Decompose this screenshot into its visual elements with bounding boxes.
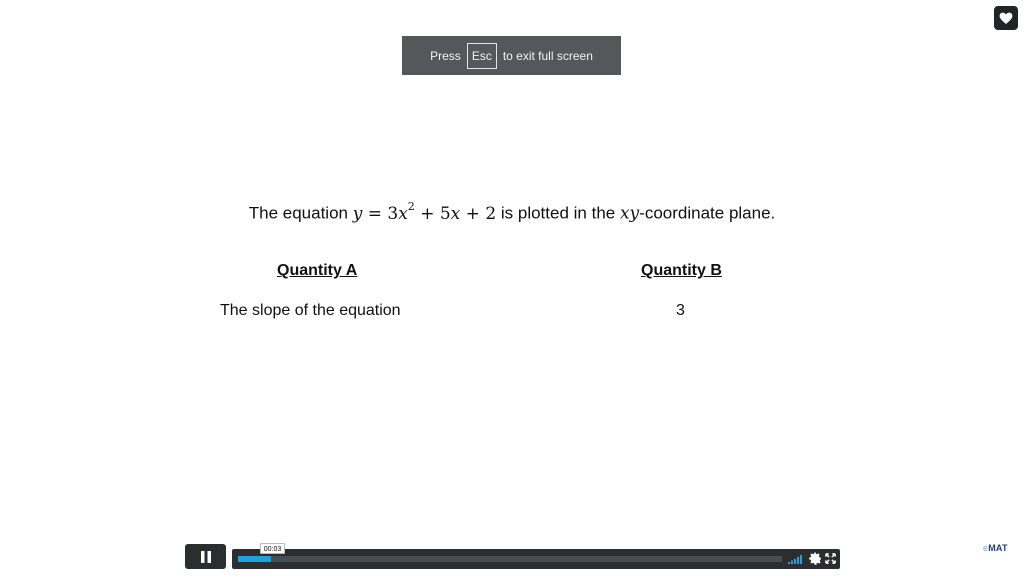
favorite-button[interactable] [994,6,1018,30]
time-tooltip: 00:03 [260,543,285,554]
question-text-end: -coordinate plane. [639,203,776,223]
fullscreen-notice-suffix: to exit full screen [502,48,593,63]
equation [352,200,497,224]
quantity-a-heading: Quantity A [277,262,358,279]
question-text-before: The equation [248,203,348,223]
esc-key-badge: Esc [467,43,497,69]
fullscreen-notice [402,36,621,75]
quantity-a-value: The slope of the equation [220,302,401,319]
fullscreen-notice-prefix: Press [430,48,461,63]
gear-icon[interactable] [809,552,822,565]
pause-button[interactable] [185,544,226,569]
progress-fill [238,556,271,562]
equation-exponent: 2 [407,200,415,213]
player-controls-bar [232,549,840,569]
brand-logo-text: MAT [988,543,1008,553]
heart-icon [999,12,1013,25]
equation-var2: x [450,203,461,224]
quantity-b-heading: Quantity B [641,262,722,279]
plane-variable: xy [619,203,640,224]
equation-rest2: + 2 [460,203,497,224]
progress-bar[interactable] [238,556,782,562]
pause-icon [199,550,213,564]
equation-eq: = 3 [362,203,399,224]
equation-var1: x [398,203,408,224]
question-text [0,202,1024,224]
brand-logo-prefix: e [983,543,989,553]
volume-icon[interactable] [788,554,804,564]
question-text-after: is plotted in the [500,203,616,223]
fullscreen-icon[interactable] [825,553,836,564]
quantity-b-value: 3 [676,302,685,319]
equation-lhs: y [352,203,363,224]
brand-logo [983,543,1008,553]
equation-rest1: + 5 [414,203,451,224]
